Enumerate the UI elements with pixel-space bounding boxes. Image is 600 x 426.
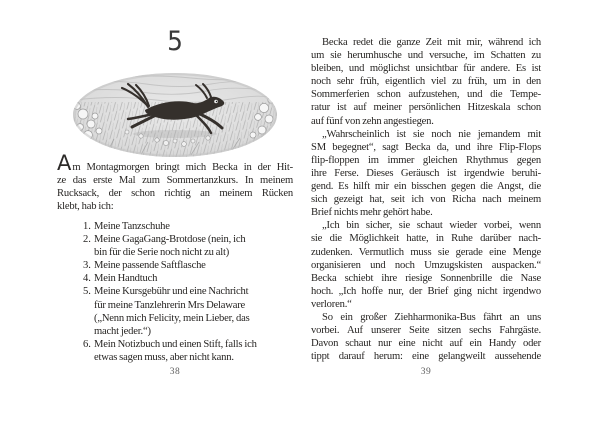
right-page xyxy=(311,0,541,426)
paragraph xyxy=(311,36,541,128)
list-item xyxy=(83,338,291,364)
text-line: Davon schaut nur eine nicht auf ein Handy oder xyxy=(311,338,541,350)
list-item-number: 2. xyxy=(83,234,91,246)
list-item-number: 4. xyxy=(83,273,91,285)
paragraph xyxy=(311,219,541,311)
list-item-text xyxy=(94,338,291,364)
list-item xyxy=(83,259,291,272)
text-line: tippt darauf herum: eine gelangweilt aussehende xyxy=(311,351,541,363)
text-line: Brief nichts mehr gehört habe. xyxy=(311,207,433,219)
text-line: Meine GagaGang-Brotdose (nein, ich xyxy=(94,234,246,246)
packing-list xyxy=(83,220,291,364)
text-line: bleiben, und möglichst unsichtbar für andere. Es ist xyxy=(311,63,541,75)
text-line: So ein großer Ziehharmonika-Bus fährt an uns xyxy=(322,311,541,323)
raised-cap-letter: A xyxy=(57,151,72,175)
list-item xyxy=(83,272,291,285)
text-line: vorbei. Auf unserer Seite sitzen sechs Fahrgäste. xyxy=(311,325,541,337)
page-number-right: 39 xyxy=(420,367,432,377)
list-item-text xyxy=(94,233,291,259)
text-line: für meine Tanzlehrerin Mrs Delaware xyxy=(94,299,246,311)
body-text xyxy=(311,36,541,363)
text-line: „Wahrscheinlich ist sie noch nie jemandem mit xyxy=(322,128,541,140)
list-item xyxy=(83,233,291,259)
text-line: ze das erste Mal zum Sommertanzkurs. In meinem xyxy=(57,175,293,187)
text-line: um sie herumhusche und versuche, im Schatten zu xyxy=(311,50,541,62)
list-item-number: 1. xyxy=(83,221,91,232)
text-line: Mein Notizbuch und einen Stift, falls ich xyxy=(94,338,257,350)
text-line: Meine Tanzschuhe xyxy=(94,221,170,232)
text-line: („Nenn mich Felicity, mein Lieber, das xyxy=(94,312,250,324)
text-line: etwas sagen muss, aber nicht kann. xyxy=(94,351,234,363)
text-line: organisieren und noch Umzugskisten auspacken.“ xyxy=(311,259,541,271)
text-line: Becka redet die ganze Zeit mit mir, während ich xyxy=(322,37,541,48)
text-line xyxy=(57,151,293,175)
opening-paragraph xyxy=(57,151,293,213)
text-line: ratur ist auf meiner persönlichen Hitzeskala schon xyxy=(311,102,541,114)
opening-lines xyxy=(57,174,293,213)
text-line: Mein Handtuch xyxy=(94,273,158,285)
text-line: SM begegnet“, sagt Becka da, und ihre Flip-Flops xyxy=(311,141,541,153)
list-item-text xyxy=(94,220,291,233)
list-item-number: 5. xyxy=(83,286,91,298)
list-item xyxy=(83,285,291,337)
dog-pupil xyxy=(216,101,217,102)
text-line: noch sehr früh, eigentlich viel zu früh, um in den xyxy=(311,76,541,88)
opening-first-line: m Montagmorgen bringt mich Becka in der Hit- xyxy=(72,162,293,173)
text-line: Sommerferien schon aufzustehen, und die Tempe- xyxy=(311,89,541,101)
text-line: Meine passende Saftflasche xyxy=(94,260,206,272)
chapter-number: 5 xyxy=(167,26,183,57)
text-line: flip-floppen im immer gleichen Rhythmus gegen xyxy=(311,154,541,166)
text-line: klebt, hab ich: xyxy=(57,201,114,213)
text-line: gend. Es hilft mir ein bisschen gegen die Angst, die xyxy=(311,181,541,193)
text-line: bin für die Serie noch nicht zu alt) xyxy=(94,247,230,259)
text-line: sie die Möglichkeit hatte, in Ruhe darüber nach- xyxy=(311,233,541,245)
page-number-left: 38 xyxy=(169,367,181,377)
text-line: Becka schiebt ihre riesige Sonnenbrille die Nase xyxy=(311,272,541,284)
list-item xyxy=(83,220,291,233)
paragraph xyxy=(311,311,541,363)
text-line: hoch. „Ich hoffe nur, der Brief ging nicht irgendwo xyxy=(311,285,541,297)
text-line: auf fünf von zehn angestiegen. xyxy=(311,115,434,127)
text-line: macht jeder.“) xyxy=(94,325,151,337)
text-line: Meine Kursgebühr und eine Nachricht xyxy=(94,286,249,298)
list-item-number: 6. xyxy=(83,338,91,350)
text-line: „Ich bin sicher, sie schaut wieder vorbei, wenn xyxy=(322,220,541,232)
list-item-text xyxy=(94,272,291,285)
vignette-scene xyxy=(71,72,279,158)
list-item-text xyxy=(94,285,291,337)
list-item-number: 3. xyxy=(83,260,91,272)
dog-shadow xyxy=(133,130,217,138)
list-item-text xyxy=(94,259,291,272)
paragraph xyxy=(311,128,541,220)
text-line: verloren.“ xyxy=(311,298,352,310)
running-dog-illustration xyxy=(71,72,279,158)
text-line: Rucksack, der schon richtig an meinem Rücken xyxy=(57,188,293,200)
text-line: zudenken. Vermutlich muss sie gerade eine Menge xyxy=(311,246,541,258)
text-line: ihre Ferse. Dieses Geräusch ist irgendwie beruhi- xyxy=(311,167,541,179)
text-line: sich gezeigt hat, seit ich von Richa nach meinem xyxy=(311,194,541,206)
left-page xyxy=(57,0,293,426)
